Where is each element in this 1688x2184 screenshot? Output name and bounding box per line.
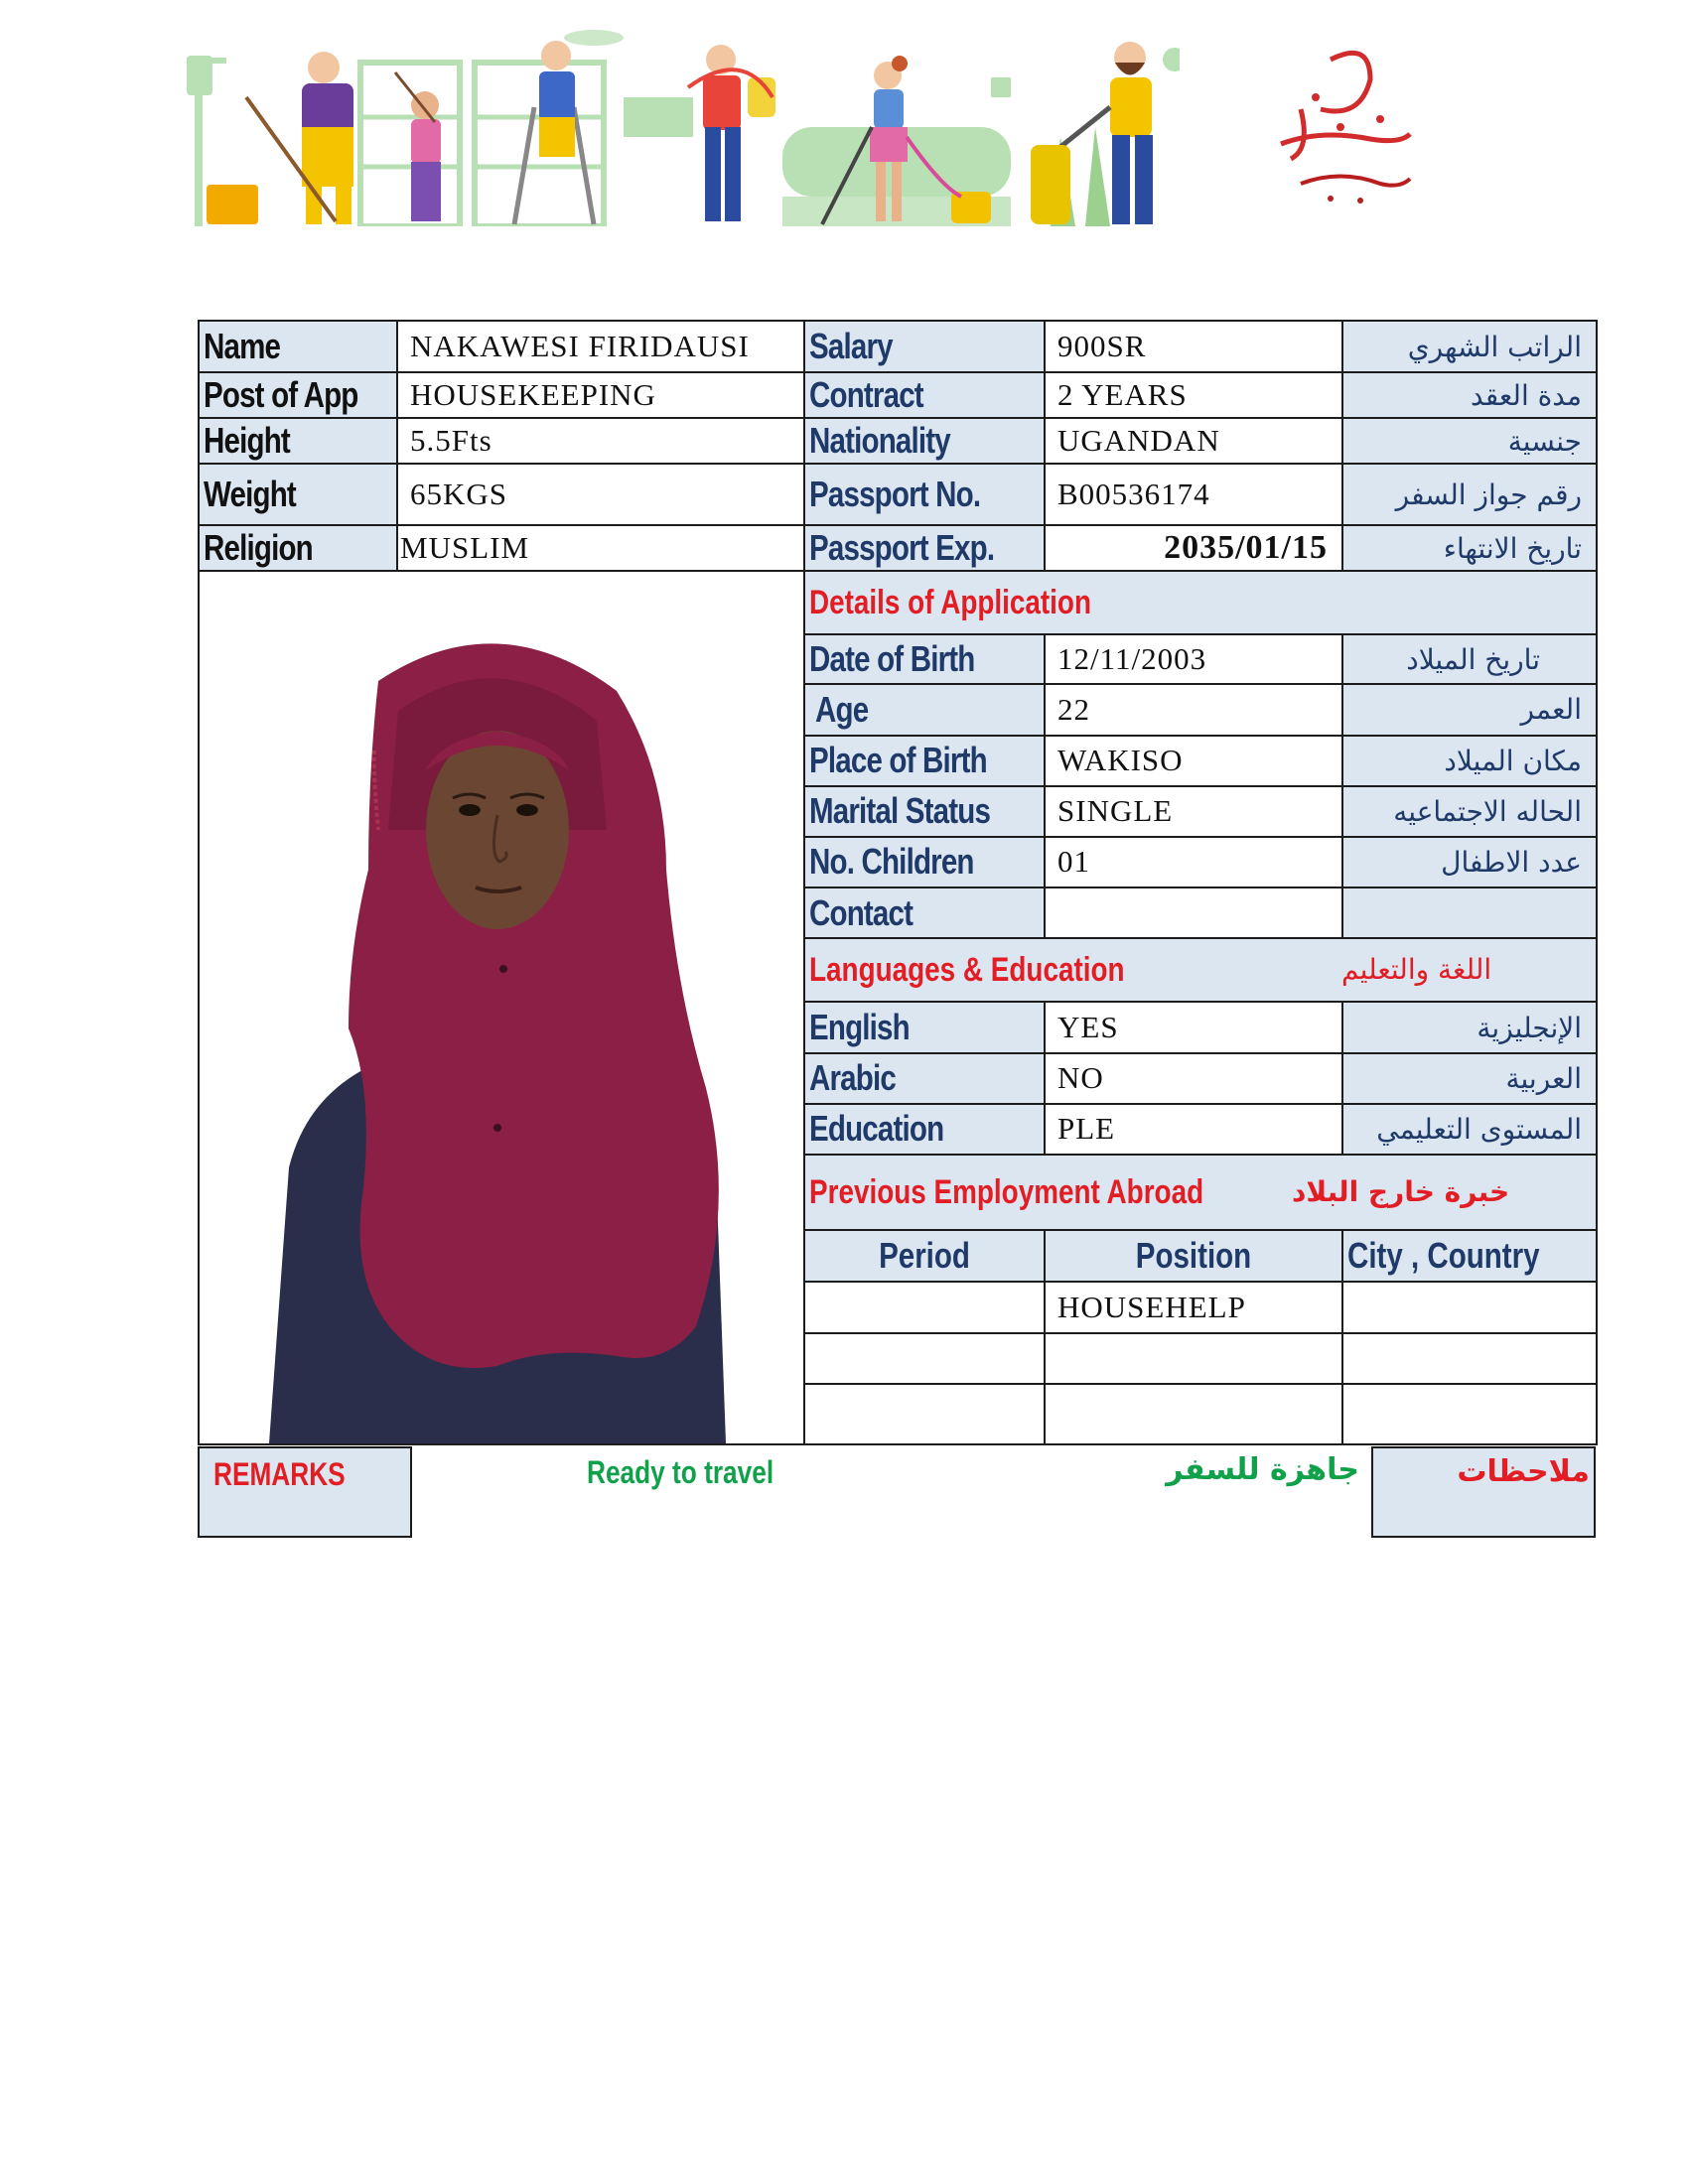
employment-section-title-ar: خبرة خارج البلاد (1292, 1174, 1510, 1208)
passport-no-label: Passport No. (804, 464, 1045, 525)
row-post-contract (199, 372, 1597, 418)
employment-city-cell (1342, 1282, 1597, 1332)
remarks-text-box (410, 1446, 1373, 1538)
salary-value: 900SR (1045, 321, 1342, 372)
contact-label-ar (1342, 887, 1597, 938)
passport-exp-label: Passport Exp. (804, 525, 1045, 571)
remarks-row (198, 1446, 1596, 1538)
row-weight-passport (199, 464, 1597, 525)
row-religion-passport-exp (199, 525, 1597, 571)
arabic-label: Arabic (804, 1053, 1045, 1104)
contract-value: 2 YEARS (1045, 372, 1342, 418)
employment-city-cell (1342, 1333, 1597, 1384)
pob-value: WAKISO (1045, 736, 1342, 786)
children-value: 01 (1045, 837, 1342, 887)
employment-position-cell (1045, 1333, 1342, 1384)
candidate-photo (200, 572, 803, 1443)
post-label: Post of App (199, 372, 397, 418)
nationality-label-ar: جنسية (1342, 418, 1597, 464)
english-label-ar: الإنجليزية (1342, 1002, 1597, 1052)
employment-period-cell (804, 1333, 1045, 1384)
employment-section-title: Previous Employment Abroad خبرة خارج البلاد (804, 1155, 1597, 1230)
remarks-label: REMARKS (213, 1456, 346, 1492)
children-label-ar: عدد الاطفال (1342, 837, 1597, 887)
employment-period-cell (804, 1384, 1045, 1444)
contact-label: Contact (804, 887, 1045, 938)
remarks-text-ar: جاهزة للسفر (1166, 1452, 1359, 1487)
passport-exp-label-ar: تاريخ الانتهاء (1342, 525, 1597, 571)
religion-value: MUSLIM (397, 525, 804, 571)
education-label: Education (804, 1104, 1045, 1155)
name-label: Name (199, 321, 397, 372)
housekeeping-banner-illustration (187, 18, 1180, 226)
details-section-title: Details of Application (804, 571, 1597, 634)
pob-label: Place of Birth (804, 736, 1045, 786)
passport-no-label-ar: رقم جواز السفر (1342, 464, 1597, 525)
arabic-label-ar: العربية (1342, 1053, 1597, 1104)
employment-city-cell (1342, 1384, 1597, 1444)
remarks-text: Ready to travel (587, 1454, 774, 1490)
employment-position-cell: HOUSEHELP (1045, 1282, 1342, 1332)
position-header: Position (1045, 1230, 1342, 1282)
city-country-header: City , Country (1342, 1230, 1597, 1282)
marital-value: SINGLE (1045, 786, 1342, 837)
row-height-nationality (199, 418, 1597, 464)
arabic-value: NO (1045, 1053, 1342, 1104)
english-value: YES (1045, 1002, 1342, 1052)
period-header: Period (804, 1230, 1045, 1282)
children-label: No. Children (804, 837, 1045, 887)
nationality-value: UGANDAN (1045, 418, 1342, 464)
details-heading-row (199, 571, 1597, 634)
salary-label: Salary (804, 321, 1045, 372)
passport-no-value: B00536174 (1045, 464, 1342, 525)
religion-label: Religion (199, 525, 397, 571)
weight-value: 65KGS (397, 464, 804, 525)
age-label: Age (804, 684, 1045, 735)
dob-label-ar: تاريخ الميلاد (1342, 634, 1597, 684)
remarks-label-ar: ملاحظات (1457, 1454, 1590, 1489)
contract-label: Contract (804, 372, 1045, 418)
languages-section-title: Languages & Education اللغة والتعليم (804, 938, 1597, 1002)
english-label: English (804, 1002, 1045, 1052)
dob-label: Date of Birth (804, 634, 1045, 684)
education-label-ar: المستوى التعليمي (1342, 1104, 1597, 1155)
dob-value: 12/11/2003 (1045, 634, 1342, 684)
contract-label-ar: مدة العقد (1342, 372, 1597, 418)
name-value: NAKAWESI FIRIDAUSI (397, 321, 804, 372)
employment-position-cell (1045, 1384, 1342, 1444)
weight-label: Weight (199, 464, 397, 525)
marital-label-ar: الحاله الاجتماعيه (1342, 786, 1597, 837)
post-value: HOUSEKEEPING (397, 372, 804, 418)
age-label-ar: العمر (1342, 684, 1597, 735)
salary-label-ar: الراتب الشهري (1342, 321, 1597, 372)
employment-period-cell (804, 1282, 1045, 1332)
education-value: PLE (1045, 1104, 1342, 1155)
contact-value (1045, 887, 1342, 938)
height-value: 5.5Fts (397, 418, 804, 464)
pob-label-ar: مكان الميلاد (1342, 736, 1597, 786)
row-name-salary (199, 321, 1597, 372)
age-value: 22 (1045, 684, 1342, 735)
passport-exp-value: 2035/01/15 (1045, 525, 1342, 571)
marital-label: Marital Status (804, 786, 1045, 837)
nationality-label: Nationality (804, 418, 1045, 464)
height-label: Height (199, 418, 397, 464)
company-logo (1261, 40, 1440, 218)
candidate-photo-cell (199, 571, 804, 1444)
languages-section-title-ar: اللغة والتعليم (1341, 953, 1492, 987)
cv-form-table (198, 320, 1598, 1445)
